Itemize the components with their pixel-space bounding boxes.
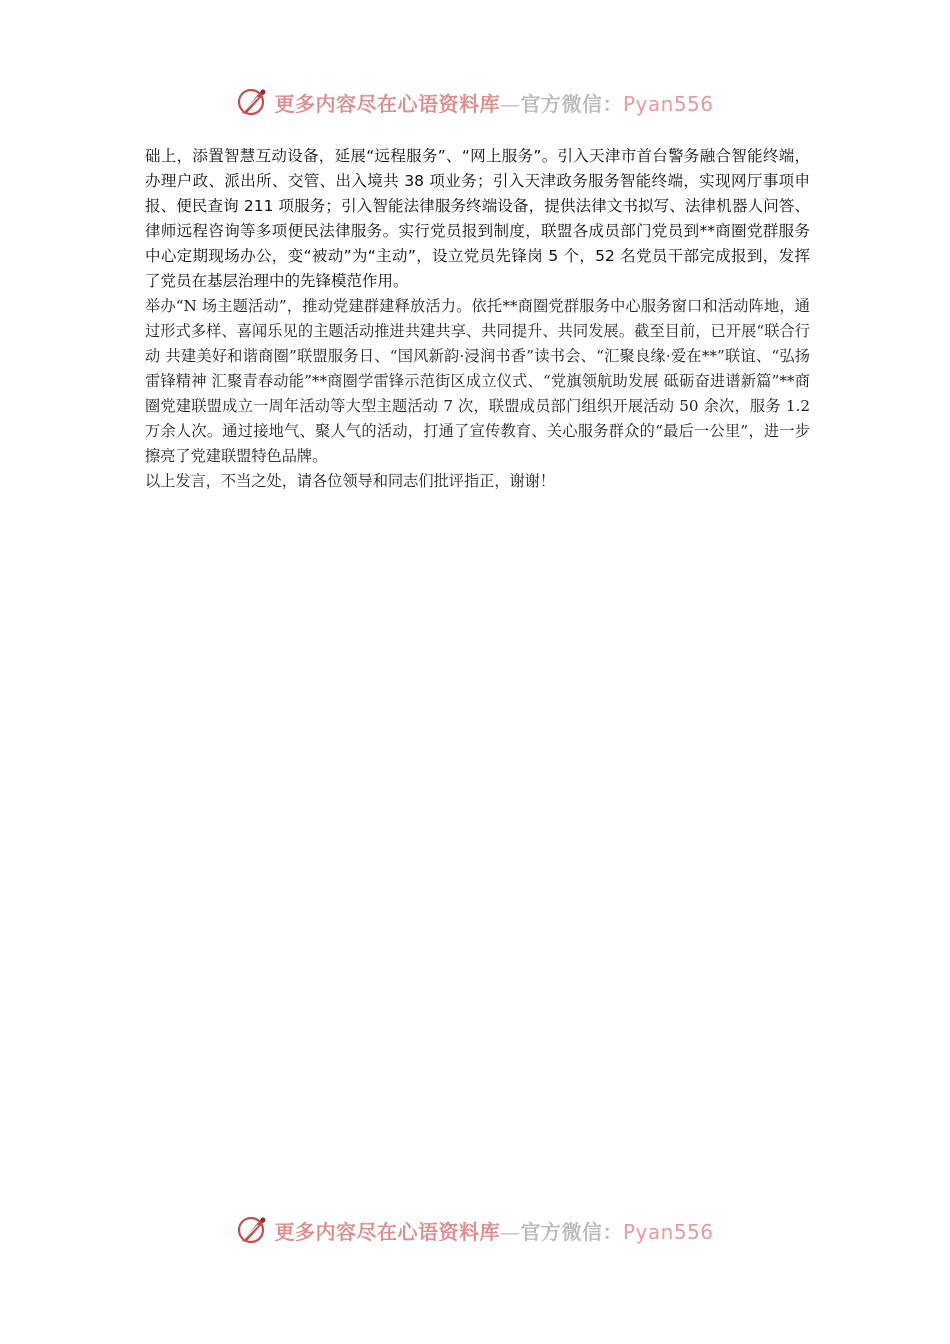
footer-watermark xyxy=(0,1210,950,1250)
paragraph-activities: 举办“N 场主题活动”，推动党建群建释放活力。依托**商圈党群服务中心服务窗口和活动阵地，通过形式多样、喜闻乐见的主题活动推进共建共享、共同提升、共同发展。截至目前，已开展“联合行动 共建美好和谐商圈”联盟服务日、“国风新韵·浸润书香”读书会、“汇聚良缘·爱在**”联谊、“弘扬雷锋精神 汇聚青春动能”**商圈学雷锋示范街区成立仪式、“党旗领航助发展 砥砺奋进谱新篇”**商圈党建联盟成立一周年活动等大型主题活动 7 次，联盟成员部门组织开展活动 50 余次，服务 1.2 万余人次。通过接地气、聚人气的活动，打通了宣传教育、关心服务群众的“最后一公里”，进一步擦亮了党建联盟特色品牌。 xyxy=(145,297,810,465)
watermark-dash: — xyxy=(499,91,521,116)
quill-logo-icon xyxy=(236,1213,270,1247)
watermark-wechat-id: Pyan556 xyxy=(622,91,714,116)
quill-logo-icon xyxy=(236,85,270,119)
watermark-label: 官方微信： xyxy=(520,1219,623,1244)
watermark-text xyxy=(274,88,713,117)
watermark-main: 更多内容尽在心语资料库 xyxy=(274,1219,500,1244)
paragraph-services: 础上，添置智慧互动设备，延展“远程服务”、“网上服务”。引入天津市首台警务融合智能终端，办理户政、派出所、交管、出入境共 38 项业务；引入天津政务服务智能终端，实现网厅事项申报、便民查询 211 项服务；引入智能法律服务终端设备，提供法律文书拟写、法律机器人问答、律师远程咨询等多项便民法律服务。实行党员报到制度，联盟各成员部门党员到**商圈党群服务中心定期现场办公，变“被动”为“主动”，设立党员先锋岗 5 个，52 名党员干部完成报到，发挥了党员在基层治理中的先锋模范作用。 xyxy=(145,147,810,290)
watermark-main: 更多内容尽在心语资料库 xyxy=(274,91,500,116)
watermark-text xyxy=(274,1216,713,1245)
paragraph-closing: 以上发言，不当之处，请各位领导和同志们批评指正，谢谢！ xyxy=(145,472,556,490)
watermark-dash: — xyxy=(499,1219,521,1244)
document-body xyxy=(145,144,810,494)
watermark-wechat-id: Pyan556 xyxy=(622,1219,714,1244)
watermark-label: 官方微信： xyxy=(520,91,623,116)
header-watermark xyxy=(0,82,950,122)
